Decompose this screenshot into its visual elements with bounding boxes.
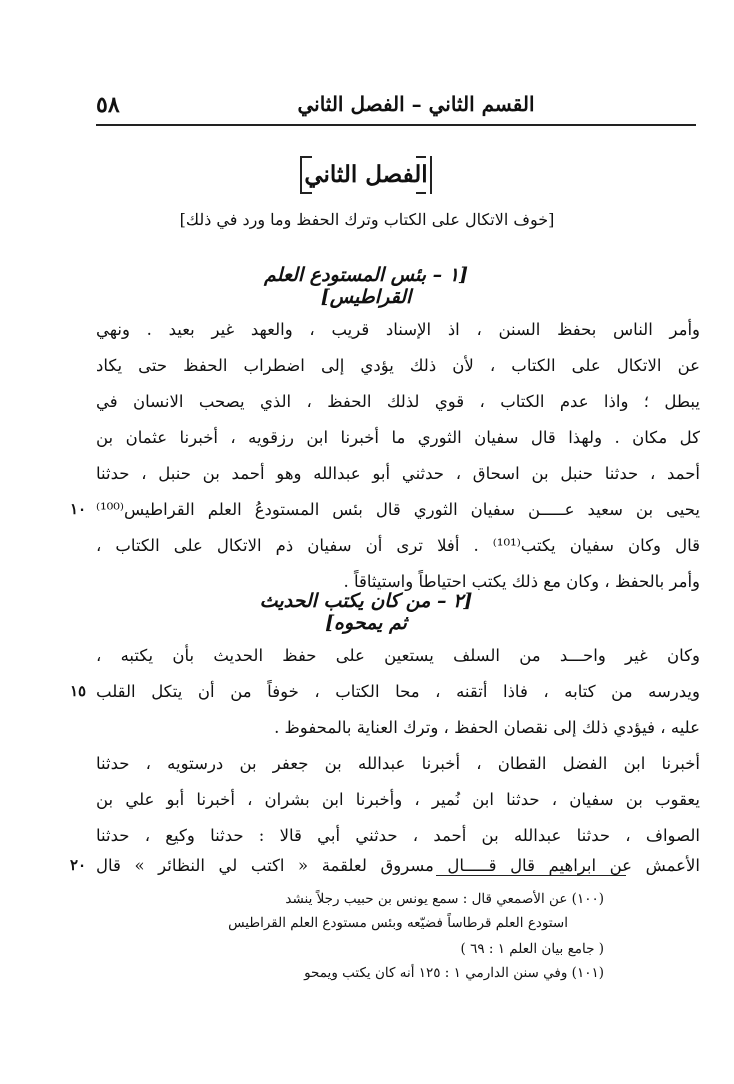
running-title: القسم الثاني – الفصل الثاني <box>297 92 535 116</box>
paragraph-line: وأمر الناس بحفظ السنن ، اذ الإسناد قريب ، والعهد غير بعيد . ونهي <box>96 320 700 339</box>
paragraph-line: الأعمش عن ابراهيم قال قـــــال مسروق لعلقمة « اكتب لي النظائر » قال <box>96 856 700 875</box>
line-number-margin: ١٠ <box>70 500 87 518</box>
chapter-title: الفصل الثاني <box>300 156 432 194</box>
paragraph-line: وكان غير واحـــد من السلف يستعين على حفظ الحديث بأن يكتبه ، <box>96 646 700 665</box>
footnote-rule <box>436 875 626 876</box>
footnote-101: (١٠١) وفي سنن الدارمي ١ : ١٢٥ أنه كان يكتب ويمحو <box>304 965 604 981</box>
paragraph-line: يحيى بن سعيد عـــــن سفيان الثوري قال بئس المستودعُ العلم القراطيس⁽¹⁰⁰⁾ <box>96 500 700 519</box>
line-number-margin: ١٥ <box>70 682 87 700</box>
paragraph-line: أحمد ، حدثنا حنبل بن اسحاق ، حدثني أبو عبدالله وهو أحمد بن حنبل ، حدثنا <box>96 464 700 483</box>
paragraph-line: ويدرسه من كتابه ، فاذا أتقنه ، محا الكتاب ، خوفاً من أن يتكل القلب <box>96 682 700 701</box>
footnote-100: (١٠٠) عن الأصمعي قال : سمع يونس بن حبيب رجلاً ينشد <box>285 891 604 907</box>
chapter-subtitle: [خوف الاتكال على الكتاب وترك الحفظ وما ورد في ذلك] <box>179 210 555 229</box>
footnote-100-reference: ( جامع بيان العلم ١ : ٦٩ ) <box>460 941 604 957</box>
paragraph-line: كل مكان . ولهذا قال سفيان الثوري ما أخبرنا ابن رزقويه ، أخبرنا عثمان بن <box>96 428 700 447</box>
paragraph-line: يبطل ؛ واذا عدم الكتاب ، قوي لذلك الحفظ ، الذي يصحب الانسان في <box>96 392 700 411</box>
paragraph-line: الصواف ، حدثنا عبدالله بن أحمد ، حدثني أبي قالا : حدثنا وكيع ، حدثنا <box>96 826 700 845</box>
paragraph-line: قال وكان سفيان يكتب⁽¹⁰¹⁾ . أفلا ترى أن سفيان ذم الاتكال على الكتاب ، <box>96 536 700 555</box>
paragraph-line: عن الاتكال على الكتاب ، لأن ذلك يؤدي إلى اضطراب الحفظ حتى يكاد <box>96 356 700 375</box>
section-heading-2: [٢ – من كان يكتب الحديث ثم يمحوه] <box>259 590 473 634</box>
line-number-margin: ٢٠ <box>70 856 87 874</box>
section-heading-1: [١ – بئس المستودع العلم القراطيس] <box>264 264 468 308</box>
running-header <box>96 92 696 126</box>
paragraph-line: وأمر بالحفظ ، وكان مع ذلك يكتب احتياطاً واستيثاقاً . <box>343 572 700 591</box>
paragraph-line: أخبرنا ابن الفضل القطان ، أخبرنا عبدالله بن جعفر بن درستويه ، حدثنا <box>96 754 700 773</box>
page-number: ٥٨ <box>96 92 120 118</box>
footnote-100-verse: استودع العلم قرطاساً فضيّعه وبئس مستودع العلم القراطيس <box>228 915 568 931</box>
paragraph-line: يعقوب بن سفيان ، حدثنا ابن نُمير ، وأخبرنا ابن بشران ، أخبرنا أبو علي بن <box>96 790 700 809</box>
paragraph-line: عليه ، فيؤدي ذلك إلى نقصان الحفظ ، وترك العناية بالمحفوظ . <box>274 718 700 737</box>
